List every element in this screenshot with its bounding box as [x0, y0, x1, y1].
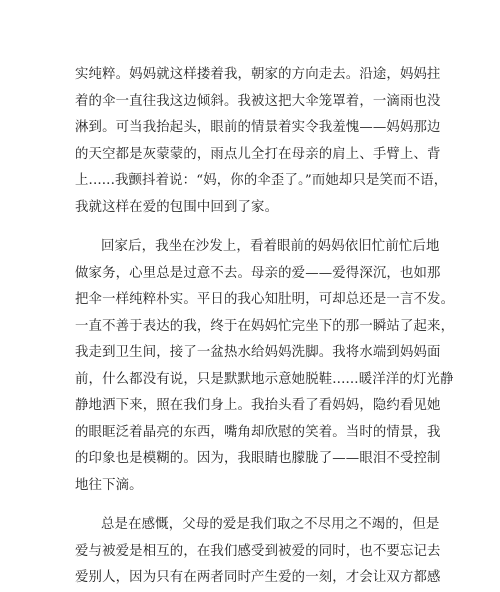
- text-line: 回家后，我坐在沙发上，看着眼前的妈妈依旧忙前忙后地: [101, 239, 440, 254]
- text-line: 淋到。可当我抬起头，眼前的情景着实令我羞愧——妈妈那边: [75, 120, 441, 135]
- text-line: 爱与被爱是相互的，在我们感受到被爱的同时，也不要忘记去: [75, 543, 441, 559]
- paragraph-1: [75, 62, 448, 221]
- document-body: [75, 62, 455, 592]
- text-line: 上......我颤抖着说：“妈，你的伞歪了。”而她却只是笑而不语，: [75, 173, 448, 188]
- paragraph-gap: [75, 221, 430, 234]
- text-line: 前，什么都没有说，只是默默地示意她脱鞋......暖洋洋的灯光静: [75, 371, 454, 387]
- text-line: 静地洒下来，照在我们身上。我抬头看了看妈妈，隐约看见她: [75, 398, 441, 413]
- text-line: 地往下滴。: [75, 477, 143, 493]
- paragraph-gap: [75, 499, 430, 512]
- text-line: 爱别人，因为只有在两者同时产生爱的一刻，才会让双方都感: [75, 570, 441, 585]
- text-line: 的天空都是灰蒙蒙的，雨点儿全打在母亲的肩上、手臂上、背: [75, 146, 441, 162]
- text-line: 把伞一样纯粹朴实。平日的我心知肚明，可却总还是一言不发。: [75, 292, 455, 307]
- text-line: 实纯粹。妈妈就这样搂着我，朝家的方向走去。沿途，妈妈拄: [75, 67, 441, 82]
- text-line: 着的伞一直往我这边倾斜。我被这把大伞笼罩着，一滴雨也没: [75, 93, 441, 109]
- text-line: 我就这样在爱的包围中回到了家。: [75, 199, 279, 215]
- text-line: 的印象也是模糊的。因为，我眼睛也朦胧了——眼泪不受控制: [75, 451, 441, 466]
- text-line: 总是在感慨，父母的爱是我们取之不尽用之不竭的，但是: [101, 517, 440, 532]
- text-line: 的眼眶泛着晶亮的东西，嘴角却欣慰的笑着。当时的情景，我: [75, 424, 441, 440]
- paragraph-2: [75, 234, 455, 499]
- text-line: 一直不善于表达的我，终于在妈妈忙完坐下的那一瞬站了起来，: [75, 318, 455, 334]
- paragraph-3: [75, 512, 441, 592]
- text-line: 我走到卫生间，接了一盆热水给妈妈洗脚。我将水端到妈妈面: [75, 345, 441, 360]
- text-line: 做家务，心里总是过意不去。母亲的爱——爱得深沉，也如那: [75, 265, 441, 281]
